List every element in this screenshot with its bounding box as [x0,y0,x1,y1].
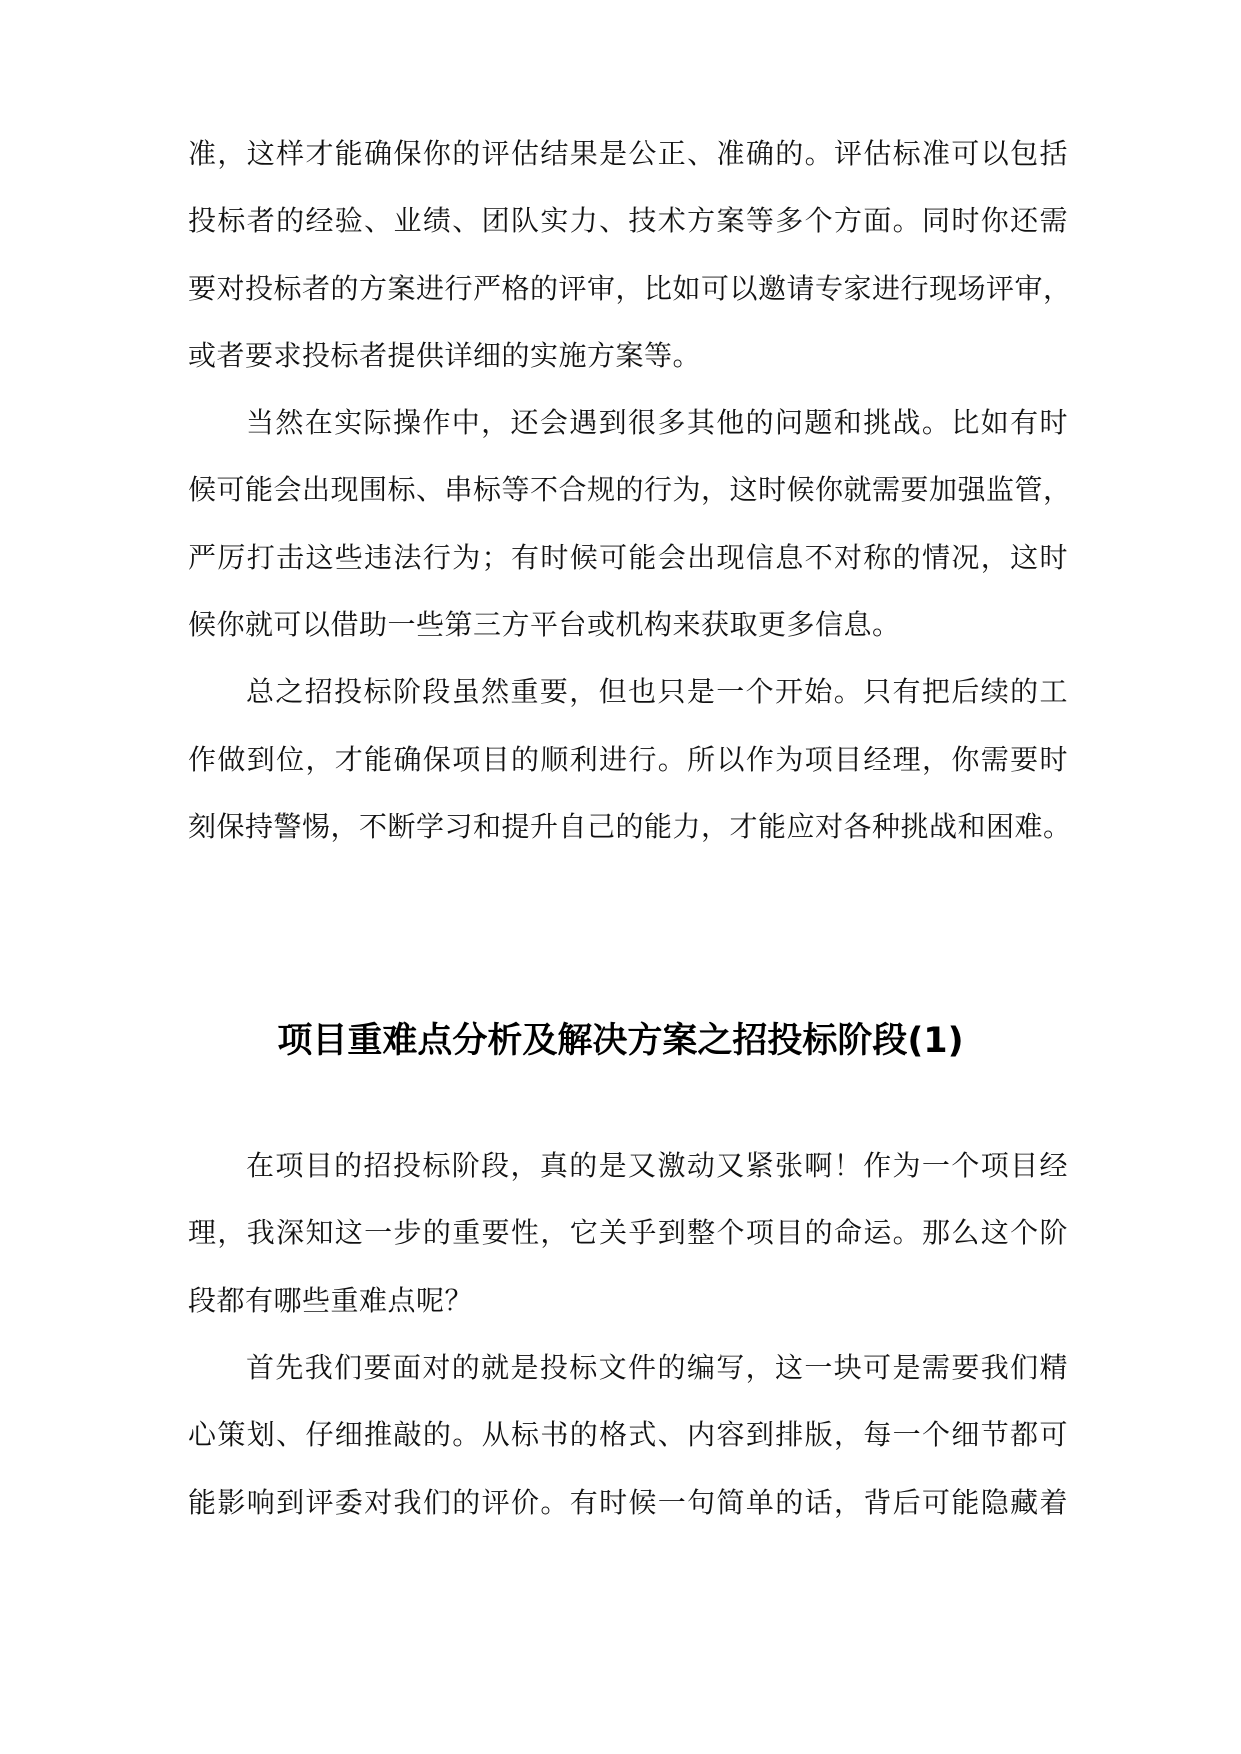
section-heading: 项目重难点分析及解决方案之招投标阶段(1) [277,1021,964,1061]
paragraph-line: 要对投标者的方案进行严格的评审，比如可以邀请专家进行现场评审， [188,272,1072,305]
paragraph-line: 能影响到评委对我们的评价。有时候一句简单的话，背后可能隐藏着 [188,1486,1068,1519]
paragraph-line: 在项目的招投标阶段，真的是又激动又紧张啊！作为一个项目经 [246,1149,1068,1182]
paragraph-line: 段都有哪些重难点呢？ [188,1284,474,1317]
paragraph-line: 刻保持警惕，不断学习和提升自己的能力，才能应对各种挑战和困难。 [188,810,1072,843]
paragraph-line: 总之招投标阶段虽然重要，但也只是一个开始。只有把后续的工 [246,675,1068,708]
paragraph-line: 作做到位，才能确保项目的顺利进行。所以作为项目经理，你需要时 [188,743,1068,776]
paragraph-line: 心策划、仔细推敲的。从标书的格式、内容到排版，每一个细节都可 [188,1418,1068,1451]
paragraph-line: 或者要求投标者提供详细的实施方案等。 [188,339,702,372]
paragraph-line: 投标者的经验、业绩、团队实力、技术方案等多个方面。同时你还需 [188,204,1068,237]
paragraph-line: 候可能会出现围标、串标等不合规的行为，这时候你就需要加强监管， [188,473,1072,506]
paragraph-line: 候你就可以借助一些第三方平台或机构来获取更多信息。 [188,608,901,641]
paragraph-line: 理，我深知这一步的重要性，它关乎到整个项目的命运。那么这个阶 [188,1216,1068,1249]
paragraph-line: 严厉打击这些违法行为；有时候可能会出现信息不对称的情况，这时 [188,541,1068,574]
paragraph-line: 首先我们要面对的就是投标文件的编写，这一块可是需要我们精 [246,1351,1068,1384]
paragraph-line: 准，这样才能确保你的评估结果是公正、准确的。评估标准可以包括 [188,137,1068,170]
paragraph-line: 当然在实际操作中，还会遇到很多其他的问题和挑战。比如有时 [246,406,1068,439]
